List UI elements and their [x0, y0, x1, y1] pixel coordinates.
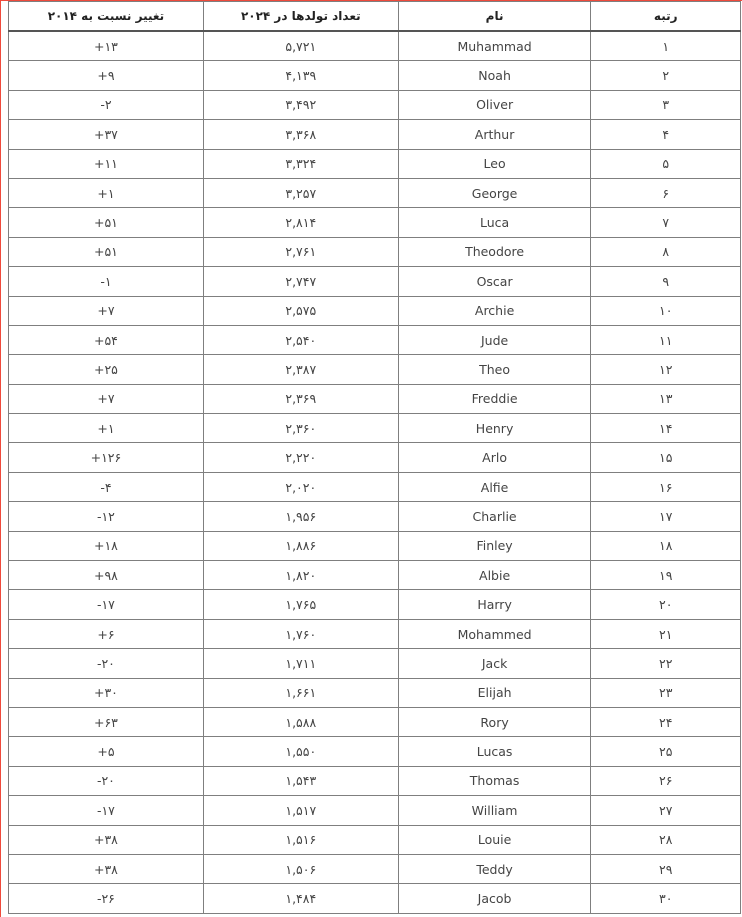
cell-births: ۲,۷۴۷ [203, 267, 398, 296]
table-row [9, 737, 741, 766]
cell-births: ۱,۵۱۷ [203, 796, 398, 825]
cell-rank: ۱۴ [591, 414, 741, 443]
table-row [9, 120, 741, 149]
table-row [9, 296, 741, 325]
cell-births: ۱,۵۸۸ [203, 707, 398, 736]
cell-births: ۱,۴۸۴ [203, 884, 398, 913]
cell-name: Muhammad [398, 31, 591, 61]
cell-rank: ۳ [591, 90, 741, 119]
cell-births: ۲,۳۶۹ [203, 384, 398, 413]
cell-births: ۵,۷۲۱ [203, 31, 398, 61]
cell-change: ۳۸+ [9, 854, 204, 883]
table-row [9, 884, 741, 913]
table-row [9, 796, 741, 825]
cell-name: Arthur [398, 120, 591, 149]
cell-rank: ۱۶ [591, 472, 741, 501]
cell-change: ۷+ [9, 296, 204, 325]
table-row [9, 590, 741, 619]
cell-name: Finley [398, 531, 591, 560]
cell-change: ۶۳+ [9, 707, 204, 736]
cell-change: ۲- [9, 90, 204, 119]
header-name: نام [398, 2, 591, 32]
cell-change: ۲۶- [9, 884, 204, 913]
cell-rank: ۵ [591, 149, 741, 178]
cell-name: Charlie [398, 502, 591, 531]
table-row [9, 766, 741, 795]
cell-name: Archie [398, 296, 591, 325]
cell-change: ۵+ [9, 737, 204, 766]
cell-rank: ۱۸ [591, 531, 741, 560]
table-row [9, 384, 741, 413]
cell-rank: ۱۰ [591, 296, 741, 325]
cell-rank: ۲۱ [591, 619, 741, 648]
table-row [9, 237, 741, 266]
cell-change: ۹+ [9, 61, 204, 90]
cell-rank: ۲۵ [591, 737, 741, 766]
table-row [9, 149, 741, 178]
header-change: تغییر نسبت به ۲۰۱۴ [9, 2, 204, 32]
table-row [9, 443, 741, 472]
cell-change: ۲۰- [9, 766, 204, 795]
table-header [9, 2, 741, 32]
cell-name: Jacob [398, 884, 591, 913]
table-row [9, 208, 741, 237]
cell-rank: ۲۳ [591, 678, 741, 707]
cell-change: ۲۵+ [9, 355, 204, 384]
cell-name: Jack [398, 649, 591, 678]
cell-name: Elijah [398, 678, 591, 707]
cell-rank: ۱۱ [591, 325, 741, 354]
cell-births: ۲,۰۲۰ [203, 472, 398, 501]
cell-name: Jude [398, 325, 591, 354]
cell-name: Thomas [398, 766, 591, 795]
cell-name: Arlo [398, 443, 591, 472]
table-row [9, 619, 741, 648]
cell-births: ۲,۵۷۵ [203, 296, 398, 325]
cell-rank: ۲۴ [591, 707, 741, 736]
table-row [9, 502, 741, 531]
cell-rank: ۲۹ [591, 854, 741, 883]
cell-name: George [398, 178, 591, 207]
cell-name: Henry [398, 414, 591, 443]
cell-births: ۱,۸۲۰ [203, 561, 398, 590]
cell-births: ۲,۳۶۰ [203, 414, 398, 443]
cell-change: ۱۳+ [9, 31, 204, 61]
cell-name: Oscar [398, 267, 591, 296]
cell-name: Mohammed [398, 619, 591, 648]
table-row [9, 178, 741, 207]
cell-births: ۴,۱۳۹ [203, 61, 398, 90]
cell-name: Albie [398, 561, 591, 590]
cell-name: Freddie [398, 384, 591, 413]
cell-change: ۳۷+ [9, 120, 204, 149]
cell-name: Leo [398, 149, 591, 178]
cell-births: ۲,۸۱۴ [203, 208, 398, 237]
cell-rank: ۲۷ [591, 796, 741, 825]
cell-name: Noah [398, 61, 591, 90]
cell-change: ۹۸+ [9, 561, 204, 590]
table-row [9, 707, 741, 736]
cell-rank: ۲۰ [591, 590, 741, 619]
cell-name: William [398, 796, 591, 825]
cell-rank: ۱۹ [591, 561, 741, 590]
cell-change: ۱- [9, 267, 204, 296]
cell-change: ۳۰+ [9, 678, 204, 707]
header-rank: رتبه [591, 2, 741, 32]
table-body [9, 31, 741, 913]
cell-births: ۲,۲۲۰ [203, 443, 398, 472]
table-row [9, 267, 741, 296]
cell-births: ۳,۳۶۸ [203, 120, 398, 149]
cell-rank: ۱۷ [591, 502, 741, 531]
cell-change: ۱+ [9, 414, 204, 443]
cell-change: ۱۲- [9, 502, 204, 531]
table-row [9, 61, 741, 90]
cell-rank: ۱۵ [591, 443, 741, 472]
cell-rank: ۲۶ [591, 766, 741, 795]
table-row [9, 90, 741, 119]
cell-births: ۱,۵۵۰ [203, 737, 398, 766]
cell-name: Luca [398, 208, 591, 237]
cell-rank: ۲۸ [591, 825, 741, 854]
cell-births: ۱,۵۱۶ [203, 825, 398, 854]
cell-rank: ۳۰ [591, 884, 741, 913]
cell-rank: ۱۲ [591, 355, 741, 384]
cell-change: ۵۱+ [9, 208, 204, 237]
cell-births: ۲,۵۴۰ [203, 325, 398, 354]
cell-births: ۳,۳۲۴ [203, 149, 398, 178]
table-row [9, 561, 741, 590]
cell-rank: ۲ [591, 61, 741, 90]
cell-births: ۲,۳۸۷ [203, 355, 398, 384]
cell-rank: ۶ [591, 178, 741, 207]
table-row [9, 678, 741, 707]
header-row [9, 2, 741, 32]
table-row [9, 472, 741, 501]
cell-change: ۴- [9, 472, 204, 501]
table-row [9, 854, 741, 883]
cell-change: ۲۰- [9, 649, 204, 678]
cell-births: ۱,۷۶۵ [203, 590, 398, 619]
cell-births: ۱,۹۵۶ [203, 502, 398, 531]
cell-change: ۵۴+ [9, 325, 204, 354]
cell-name: Theodore [398, 237, 591, 266]
cell-births: ۳,۴۹۲ [203, 90, 398, 119]
cell-change: ۷+ [9, 384, 204, 413]
cell-name: Harry [398, 590, 591, 619]
table-row [9, 649, 741, 678]
table-row [9, 355, 741, 384]
header-births: تعداد تولدها در ۲۰۲۴ [203, 2, 398, 32]
cell-rank: ۹ [591, 267, 741, 296]
table-row [9, 325, 741, 354]
cell-change: ۱۱+ [9, 149, 204, 178]
cell-name: Oliver [398, 90, 591, 119]
cell-name: Rory [398, 707, 591, 736]
cell-change: ۱۷- [9, 590, 204, 619]
cell-name: Lucas [398, 737, 591, 766]
cell-births: ۱,۷۱۱ [203, 649, 398, 678]
cell-births: ۱,۵۴۳ [203, 766, 398, 795]
cell-rank: ۱ [591, 31, 741, 61]
cell-births: ۱,۷۶۰ [203, 619, 398, 648]
cell-name: Louie [398, 825, 591, 854]
cell-change: ۱+ [9, 178, 204, 207]
cell-births: ۱,۵۰۶ [203, 854, 398, 883]
cell-change: ۱۷- [9, 796, 204, 825]
cell-change: ۵۱+ [9, 237, 204, 266]
cell-change: ۱۲۶+ [9, 443, 204, 472]
table-row [9, 825, 741, 854]
cell-births: ۱,۶۶۱ [203, 678, 398, 707]
cell-rank: ۴ [591, 120, 741, 149]
cell-name: Alfie [398, 472, 591, 501]
cell-name: Theo [398, 355, 591, 384]
table-row [9, 414, 741, 443]
cell-change: ۱۸+ [9, 531, 204, 560]
cell-rank: ۱۳ [591, 384, 741, 413]
cell-change: ۶+ [9, 619, 204, 648]
cell-births: ۲,۷۶۱ [203, 237, 398, 266]
cell-change: ۳۸+ [9, 825, 204, 854]
table-row [9, 531, 741, 560]
cell-rank: ۷ [591, 208, 741, 237]
table-row [9, 31, 741, 61]
cell-births: ۱,۸۸۶ [203, 531, 398, 560]
cell-births: ۳,۲۵۷ [203, 178, 398, 207]
cell-name: Teddy [398, 854, 591, 883]
baby-names-table [8, 1, 741, 914]
cell-rank: ۲۲ [591, 649, 741, 678]
cell-rank: ۸ [591, 237, 741, 266]
